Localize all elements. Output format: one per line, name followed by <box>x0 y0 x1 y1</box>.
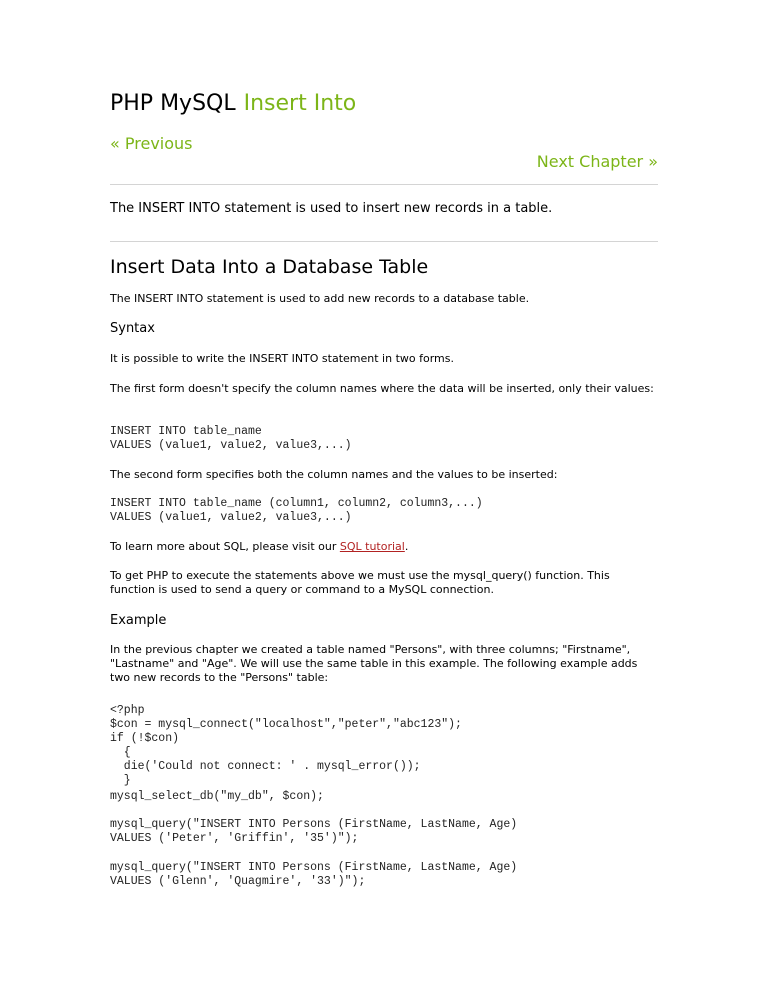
syntax-paragraph-2: The first form doesn't specify the column names where the data will be inserted, only their values: <box>110 382 654 395</box>
divider-bottom <box>110 241 658 242</box>
syntax-code-2: INSERT INTO table_name (column1, column2, column3,...) VALUES (value1, value2, value3,...) <box>110 497 483 524</box>
divider-top <box>110 184 658 185</box>
example-paragraph: In the previous chapter we created a table named "Persons", with three columns; "Firstname", "Lastname" and "Age". We will use the same table in this example. The following example adds two new records to the "Persons" table: <box>110 643 638 684</box>
section-lead: The INSERT INTO statement is used to add new records to a database table. <box>110 292 530 305</box>
syntax-paragraph-3: The second form specifies both the column names and the values to be inserted: <box>110 468 558 481</box>
page-title <box>110 91 356 116</box>
example-code-insert-2: mysql_query("INSERT INTO Persons (FirstName, LastName, Age) VALUES ('Glenn', 'Quagmire', '33')"); <box>110 861 518 888</box>
example-code-insert-1: mysql_query("INSERT INTO Persons (FirstName, LastName, Age) VALUES ('Peter', 'Griffin', '35')"); <box>110 818 518 845</box>
syntax-paragraph-1: It is possible to write the INSERT INTO statement in two forms. <box>110 352 454 365</box>
intro-text: The INSERT INTO statement is used to insert new records in a table. <box>110 201 553 216</box>
previous-link[interactable]: « Previous <box>110 134 193 153</box>
learn-more-paragraph <box>110 540 658 554</box>
next-chapter-link[interactable]: Next Chapter » <box>536 152 658 171</box>
section-heading: Insert Data Into a Database Table <box>110 256 429 278</box>
execute-paragraph: To get PHP to execute the statements above we must use the mysql_query() function. This function is used to send a query or command to a MySQL connection. <box>110 569 610 596</box>
page-title-accent: Insert Into <box>243 91 357 116</box>
sql-tutorial-link[interactable]: SQL tutorial <box>339 540 405 553</box>
learn-more-text: To learn more about SQL, please visit our <box>110 540 340 553</box>
example-code-select-db: mysql_select_db("my_db", $con); <box>110 790 324 803</box>
syntax-code-1: INSERT INTO table_name VALUES (value1, value2, value3,...) <box>110 425 352 452</box>
example-code-connect: <?php $con = mysql_connect("localhost","peter","abc123"); if (!$con) { die('Could not connect: ' . mysql_error()); } <box>110 704 462 787</box>
page-title-main: PHP MySQL <box>110 91 236 116</box>
example-heading: Example <box>110 613 167 628</box>
syntax-heading: Syntax <box>110 321 155 336</box>
learn-more-period: . <box>404 540 409 553</box>
